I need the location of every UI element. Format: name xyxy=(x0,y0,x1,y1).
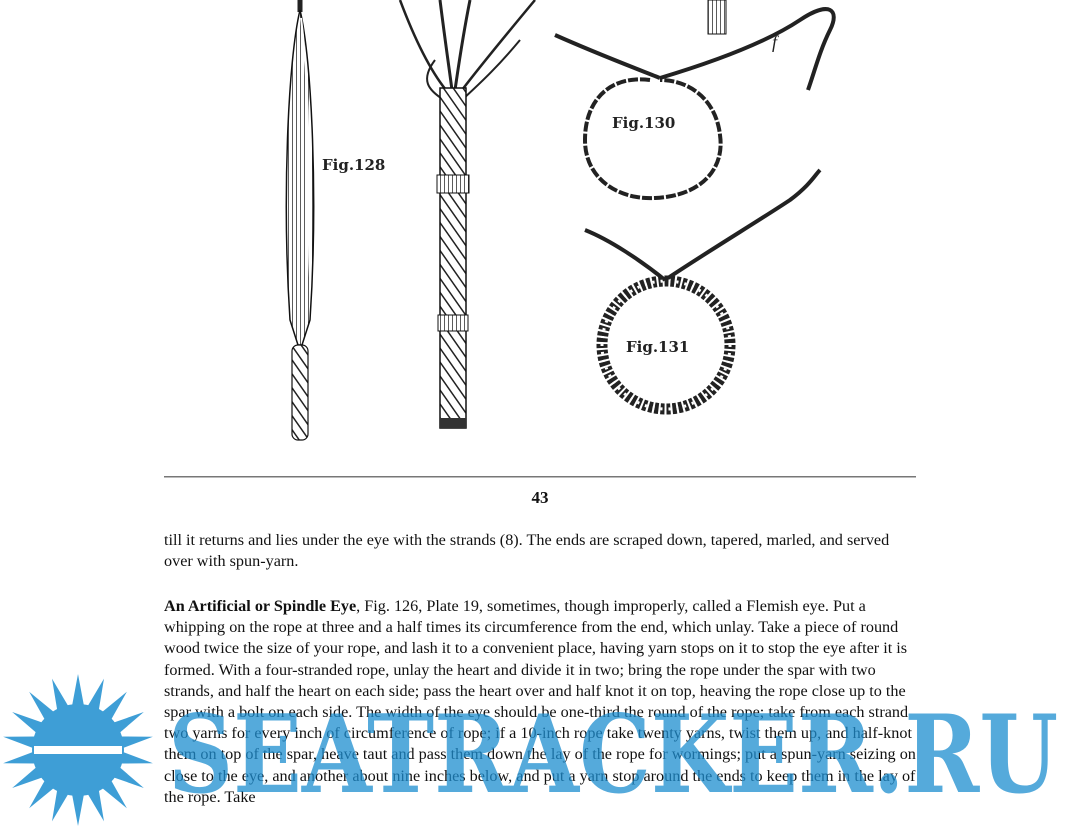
fid-spindle-drawing xyxy=(286,0,313,440)
rope-seizing-upper xyxy=(437,175,469,193)
rope-ring-drawing xyxy=(585,170,820,409)
yarn-loop-drawing xyxy=(555,9,834,198)
rope-end-fragment xyxy=(708,0,726,34)
rope-body xyxy=(440,88,466,428)
fig-131-label: Fig.131 xyxy=(626,338,690,356)
rope-seizing-lower xyxy=(438,315,468,331)
paragraph-body: , Fig. 126, Plate 19, sometimes, though improperly, called a Flemish eye. Put a whipping on the rope at three and a half times its circumference from the end, which unlay. Take a piece of round wood twice the size of your rope, and lash it to a convenient place, having yarn stops on it to stop the eye after it is formed. With a four-stranded rope, unlay the heart and divide it in two; bring the rope under the spar with two strands, and half the heart on each side; pass the heart over and half knot it on top, heaving the rope close up to the spar with a bolt on each side. The width of the eye should be one-third the round of the rope; take from each strand two yarns for every inch of circumference of rope; if a 10-inch rope take twenty yarns, twist them up, and half-knot them on top of the spar, heave taut and pass them down the lay of the rope for wormings; put a spun-yarn seizing on close to the eye, and another about nine inches below, and put a yarn stop around the ends to keep them in the lay of the rope. Take xyxy=(164,597,916,806)
paragraph-intro: till it returns and lies under the eye with the strands (8). The ends are scraped down, tapered, marled, and served over with spun-yarn. xyxy=(164,531,890,571)
watermark-text: SEATRACKER.RU xyxy=(168,692,1058,818)
paragraph-lead-heading: An Artificial or Spindle Eye xyxy=(164,597,357,615)
fig-130-label: Fig.130 xyxy=(612,114,676,132)
rope-end xyxy=(440,418,466,428)
paragraph-spindle-eye xyxy=(164,596,916,808)
figure-letter-f: f xyxy=(772,32,778,52)
page-divider xyxy=(164,476,916,478)
page-number: 43 xyxy=(531,488,549,507)
fig-128-label: Fig.128 xyxy=(322,156,386,174)
spliced-rope-drawing xyxy=(400,0,535,100)
sun-logo-icon xyxy=(2,674,154,826)
